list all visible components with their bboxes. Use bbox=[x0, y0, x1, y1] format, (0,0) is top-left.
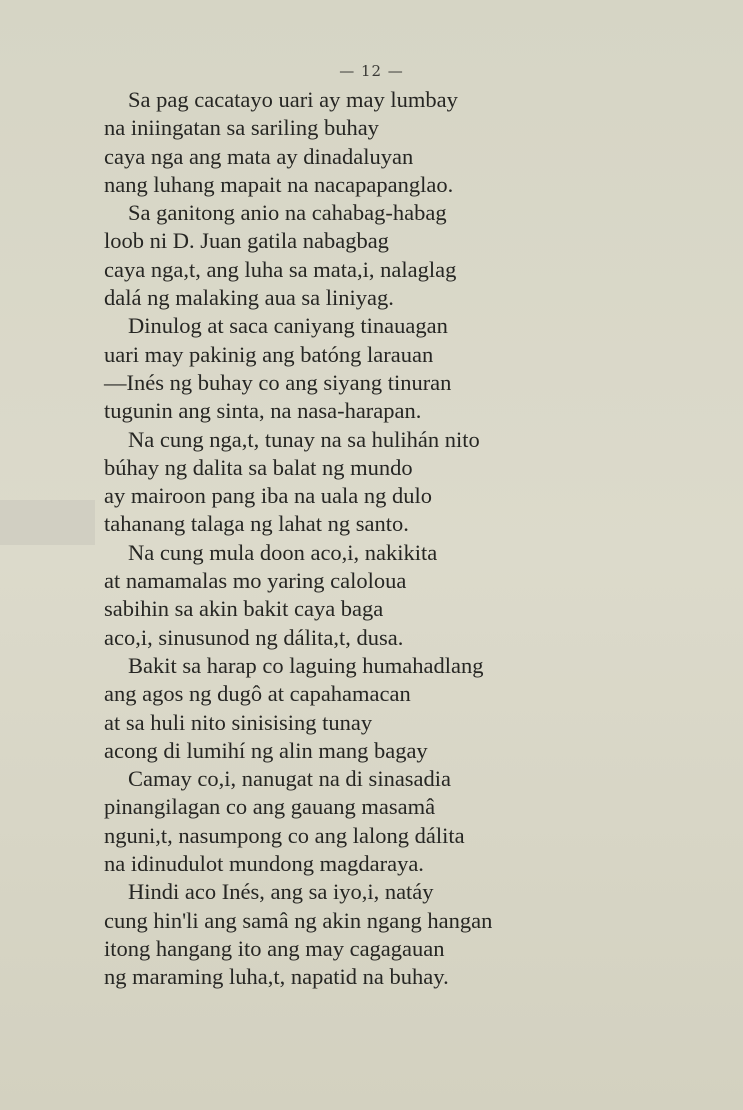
poem-line: na iniingatan sa sariling buhay bbox=[104, 115, 379, 141]
poem-line: nang luhang mapait na nacapapanglao. bbox=[104, 171, 454, 197]
poem-line: Camay co,i, nanugat na di sinasadia bbox=[128, 766, 452, 792]
poem-line: pinangilagan co ang gauang masamâ bbox=[104, 794, 436, 820]
poem-text bbox=[104, 86, 704, 992]
page-number: — 12 — bbox=[339, 62, 404, 80]
poem-line: tahanang talaga ng lahat ng santo. bbox=[104, 511, 409, 537]
poem-line: nguni,t, nasumpong co ang lalong dálita bbox=[104, 822, 465, 848]
poem-line: tugunin ang sinta, na nasa-harapan. bbox=[104, 398, 422, 424]
poem-line: na idinudulot mundong magdaraya. bbox=[104, 851, 424, 877]
poem-line: Hindi aco Inés, ang sa iyo,i, natáy bbox=[128, 879, 434, 905]
poem-line: itong hangang ito ang may cagagauan bbox=[104, 935, 445, 961]
poem-line: acong di lumihí ng alin mang bagay bbox=[104, 737, 428, 763]
poem-line: sabihin sa akin bakit caya baga bbox=[104, 596, 384, 622]
poem-line: ng maraming luha,t, napatid na buhay. bbox=[104, 964, 449, 990]
poem-line: búhay ng dalita sa balat ng mundo bbox=[104, 454, 413, 480]
poem-line: Na cung mula doon aco,i, nakikita bbox=[128, 539, 438, 565]
poem-line: ang agos ng dugô at capahamacan bbox=[104, 681, 411, 707]
poem-line: ay mairoon pang iba na uala ng dulo bbox=[104, 483, 433, 509]
poem-line: Na cung nga,t, tunay na sa hulihán nito bbox=[128, 426, 480, 452]
poem-line: aco,i, sinusunod ng dálita,t, dusa. bbox=[104, 624, 404, 650]
poem-line: caya nga ang mata ay dinadaluyan bbox=[104, 143, 414, 169]
poem-line: Sa pag cacatayo uari ay may lumbay bbox=[128, 87, 458, 112]
poem-line: loob ni D. Juan gatila nabagbag bbox=[104, 228, 389, 254]
poem-line: dalá ng malaking aua sa liniyag. bbox=[104, 285, 394, 311]
poem-line: —Inés ng buhay co ang siyang tinuran bbox=[104, 369, 452, 395]
poem-line: at sa huli nito sinisising tunay bbox=[104, 709, 373, 735]
paper-smudge bbox=[0, 500, 95, 545]
poem-line: Dinulog at saca caniyang tinauagan bbox=[128, 313, 448, 339]
poem-line: at namamalas mo yaring caloloua bbox=[104, 568, 407, 594]
poem-line: uari may pakinig ang batóng larauan bbox=[104, 341, 434, 367]
poem-line: Sa ganitong anio na cahabag-habag bbox=[128, 200, 447, 226]
poem-line: cung hin'li ang samâ ng akin ngang hangan bbox=[104, 907, 493, 933]
poem-line: caya nga,t, ang luha sa mata,i, nalaglag bbox=[104, 256, 457, 282]
poem-line: Bakit sa harap co laguing humahadlang bbox=[128, 652, 484, 678]
